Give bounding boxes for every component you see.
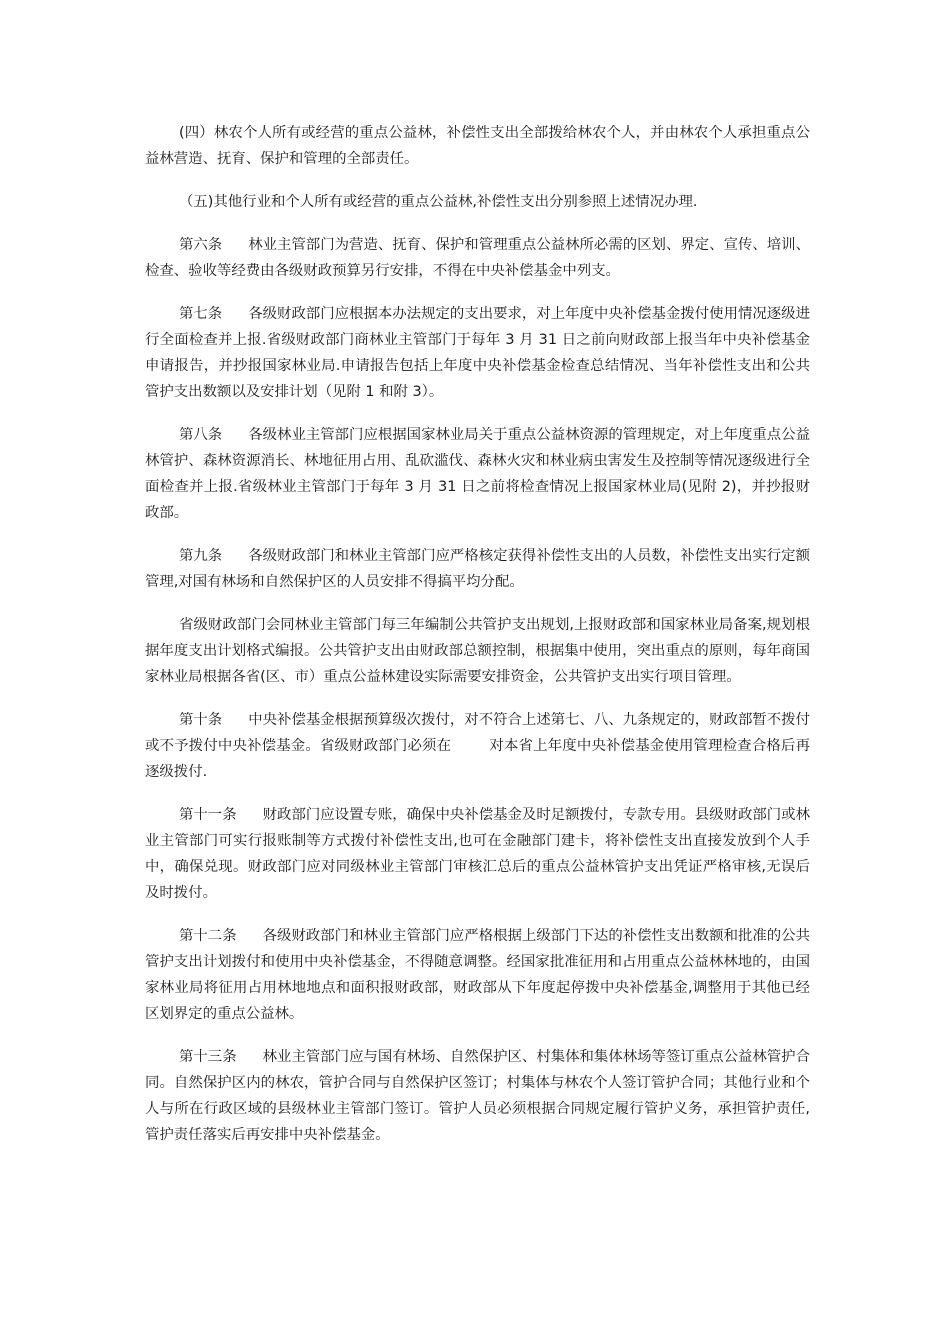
paragraph-text: 各级财政部门和林业主管部门应严格根据上级部门下达的补偿性支出数额和批准的公共管护支出计划拨付和使用中央补偿基金，不得随意调整。经国家批准征用和占用重点公益林林地的，由国家林业局将征用占用林地地点和面积报财政部，财政部从下年度起停拨中央补偿基金,调整用于其他已经区划界定的重点公益林。 bbox=[145, 928, 810, 1022]
paragraph-article-13 bbox=[145, 1044, 810, 1148]
paragraph-text: (四）林农个人所有或经营的重点公益林，补偿性支出全部拨给林农个人，并由林农个人承担重点公益林营造、抚育、保护和管理的全部责任。 bbox=[145, 125, 810, 167]
article-number: 第七条 bbox=[179, 306, 223, 322]
paragraph-text-continued: 对本省上年度中央补偿基金使用管理检查合格后再逐级拨付. bbox=[145, 738, 810, 780]
paragraph-article-9 bbox=[145, 543, 810, 595]
article-number: 第八条 bbox=[179, 427, 223, 443]
article-number: 第九条 bbox=[179, 548, 223, 564]
document-body bbox=[145, 120, 810, 1165]
paragraph-text: 省级财政部门会同林业主管部门每三年编制公共管护支出规划,上报财政部和国家林业局备案,规划根据年度支出计划格式编报。公共管护支出由财政部总额控制，根据集中使用，突出重点的原则，每年商国家林业局根据各省(区、市）重点公益林建设实际需要安排资金，公共管护支出实行项目管理。 bbox=[145, 617, 810, 685]
paragraph-article-7 bbox=[145, 301, 810, 405]
paragraph-article-12 bbox=[145, 923, 810, 1027]
paragraph-text: 各级财政部门应根据本办法规定的支出要求，对上年度中央补偿基金拨付使用情况逐级进行全面检查并上报.省级财政部门商林业主管部门于每年 3 月 31 日之前向财政部上报当年中央补偿基金申请报告，并抄报国家林业局.申请报告包括上年度中央补偿基金检查总结情况、当年补偿性支出和公共管护支出数额以及安排计划（见附 1 和附 3）。 bbox=[145, 306, 810, 400]
article-number: 第十条 bbox=[179, 712, 223, 728]
paragraph-article-8 bbox=[145, 422, 810, 526]
paragraph-article-10 bbox=[145, 707, 810, 785]
paragraph-text: 林业主管部门应与国有林场、自然保护区、村集体和集体林场等签订重点公益林管护合同。自然保护区内的林农，管护合同与自然保护区签订；村集体与林农个人签订管护合同；其他行业和个人与所在行政区域的县级林业主管部门签订。管护人员必须根据合同规定履行管护义务，承担管护责任,管护责任落实后再安排中央补偿基金。 bbox=[145, 1049, 810, 1143]
paragraph-item-4 bbox=[145, 120, 810, 172]
paragraph-text: 财政部门应设置专账，确保中央补偿基金及时足额拨付，专款专用。县级财政部门或林业主管部门可实行报账制等方式拨付补偿性支出,也可在金融部门建卡，将补偿性支出直接发放到个人手中，确保兑现。财政部门应对同级林业主管部门审核汇总后的重点公益林管护支出凭证严格审核,无误后及时拨付。 bbox=[145, 807, 810, 901]
paragraph-text: 林业主管部门为营造、抚育、保护和管理重点公益林所必需的区划、界定、宣传、培训、检查、验收等经费由各级财政预算另行安排，不得在中央补偿基金中列支。 bbox=[145, 237, 810, 279]
article-number: 第十一条 bbox=[179, 807, 237, 823]
paragraph-article-11 bbox=[145, 802, 810, 906]
paragraph-public-management bbox=[145, 612, 810, 690]
article-number: 第十二条 bbox=[179, 928, 237, 944]
paragraph-text: （五)其他行业和个人所有或经营的重点公益林,补偿性支出分别参照上述情况办理. bbox=[179, 194, 698, 210]
paragraph-text: 各级财政部门和林业主管部门应严格核定获得补偿性支出的人员数，补偿性支出实行定额管理,对国有林场和自然保护区的人员安排不得搞平均分配。 bbox=[145, 548, 810, 590]
paragraph-article-6 bbox=[145, 232, 810, 284]
article-number: 第十三条 bbox=[179, 1049, 237, 1065]
article-number: 第六条 bbox=[179, 237, 223, 253]
paragraph-text: 各级林业主管部门应根据国家林业局关于重点公益林资源的管理规定，对上年度重点公益林管护、森林资源消长、林地征用占用、乱砍滥伐、森林火灾和林业病虫害发生及控制等情况逐级进行全面检查并上报.省级林业主管部门于每年 3 月 31 日之前将检查情况上报国家林业局(见附 2)，并抄报财政部。 bbox=[145, 427, 810, 521]
paragraph-item-5 bbox=[145, 189, 810, 215]
paragraph-text: 中央补偿基金根据预算级次拨付，对不符合上述第七、八、九条规定的，财政部暂不拨付或不予拨付中央补偿基金。省级财政部门必须在 bbox=[145, 712, 810, 754]
